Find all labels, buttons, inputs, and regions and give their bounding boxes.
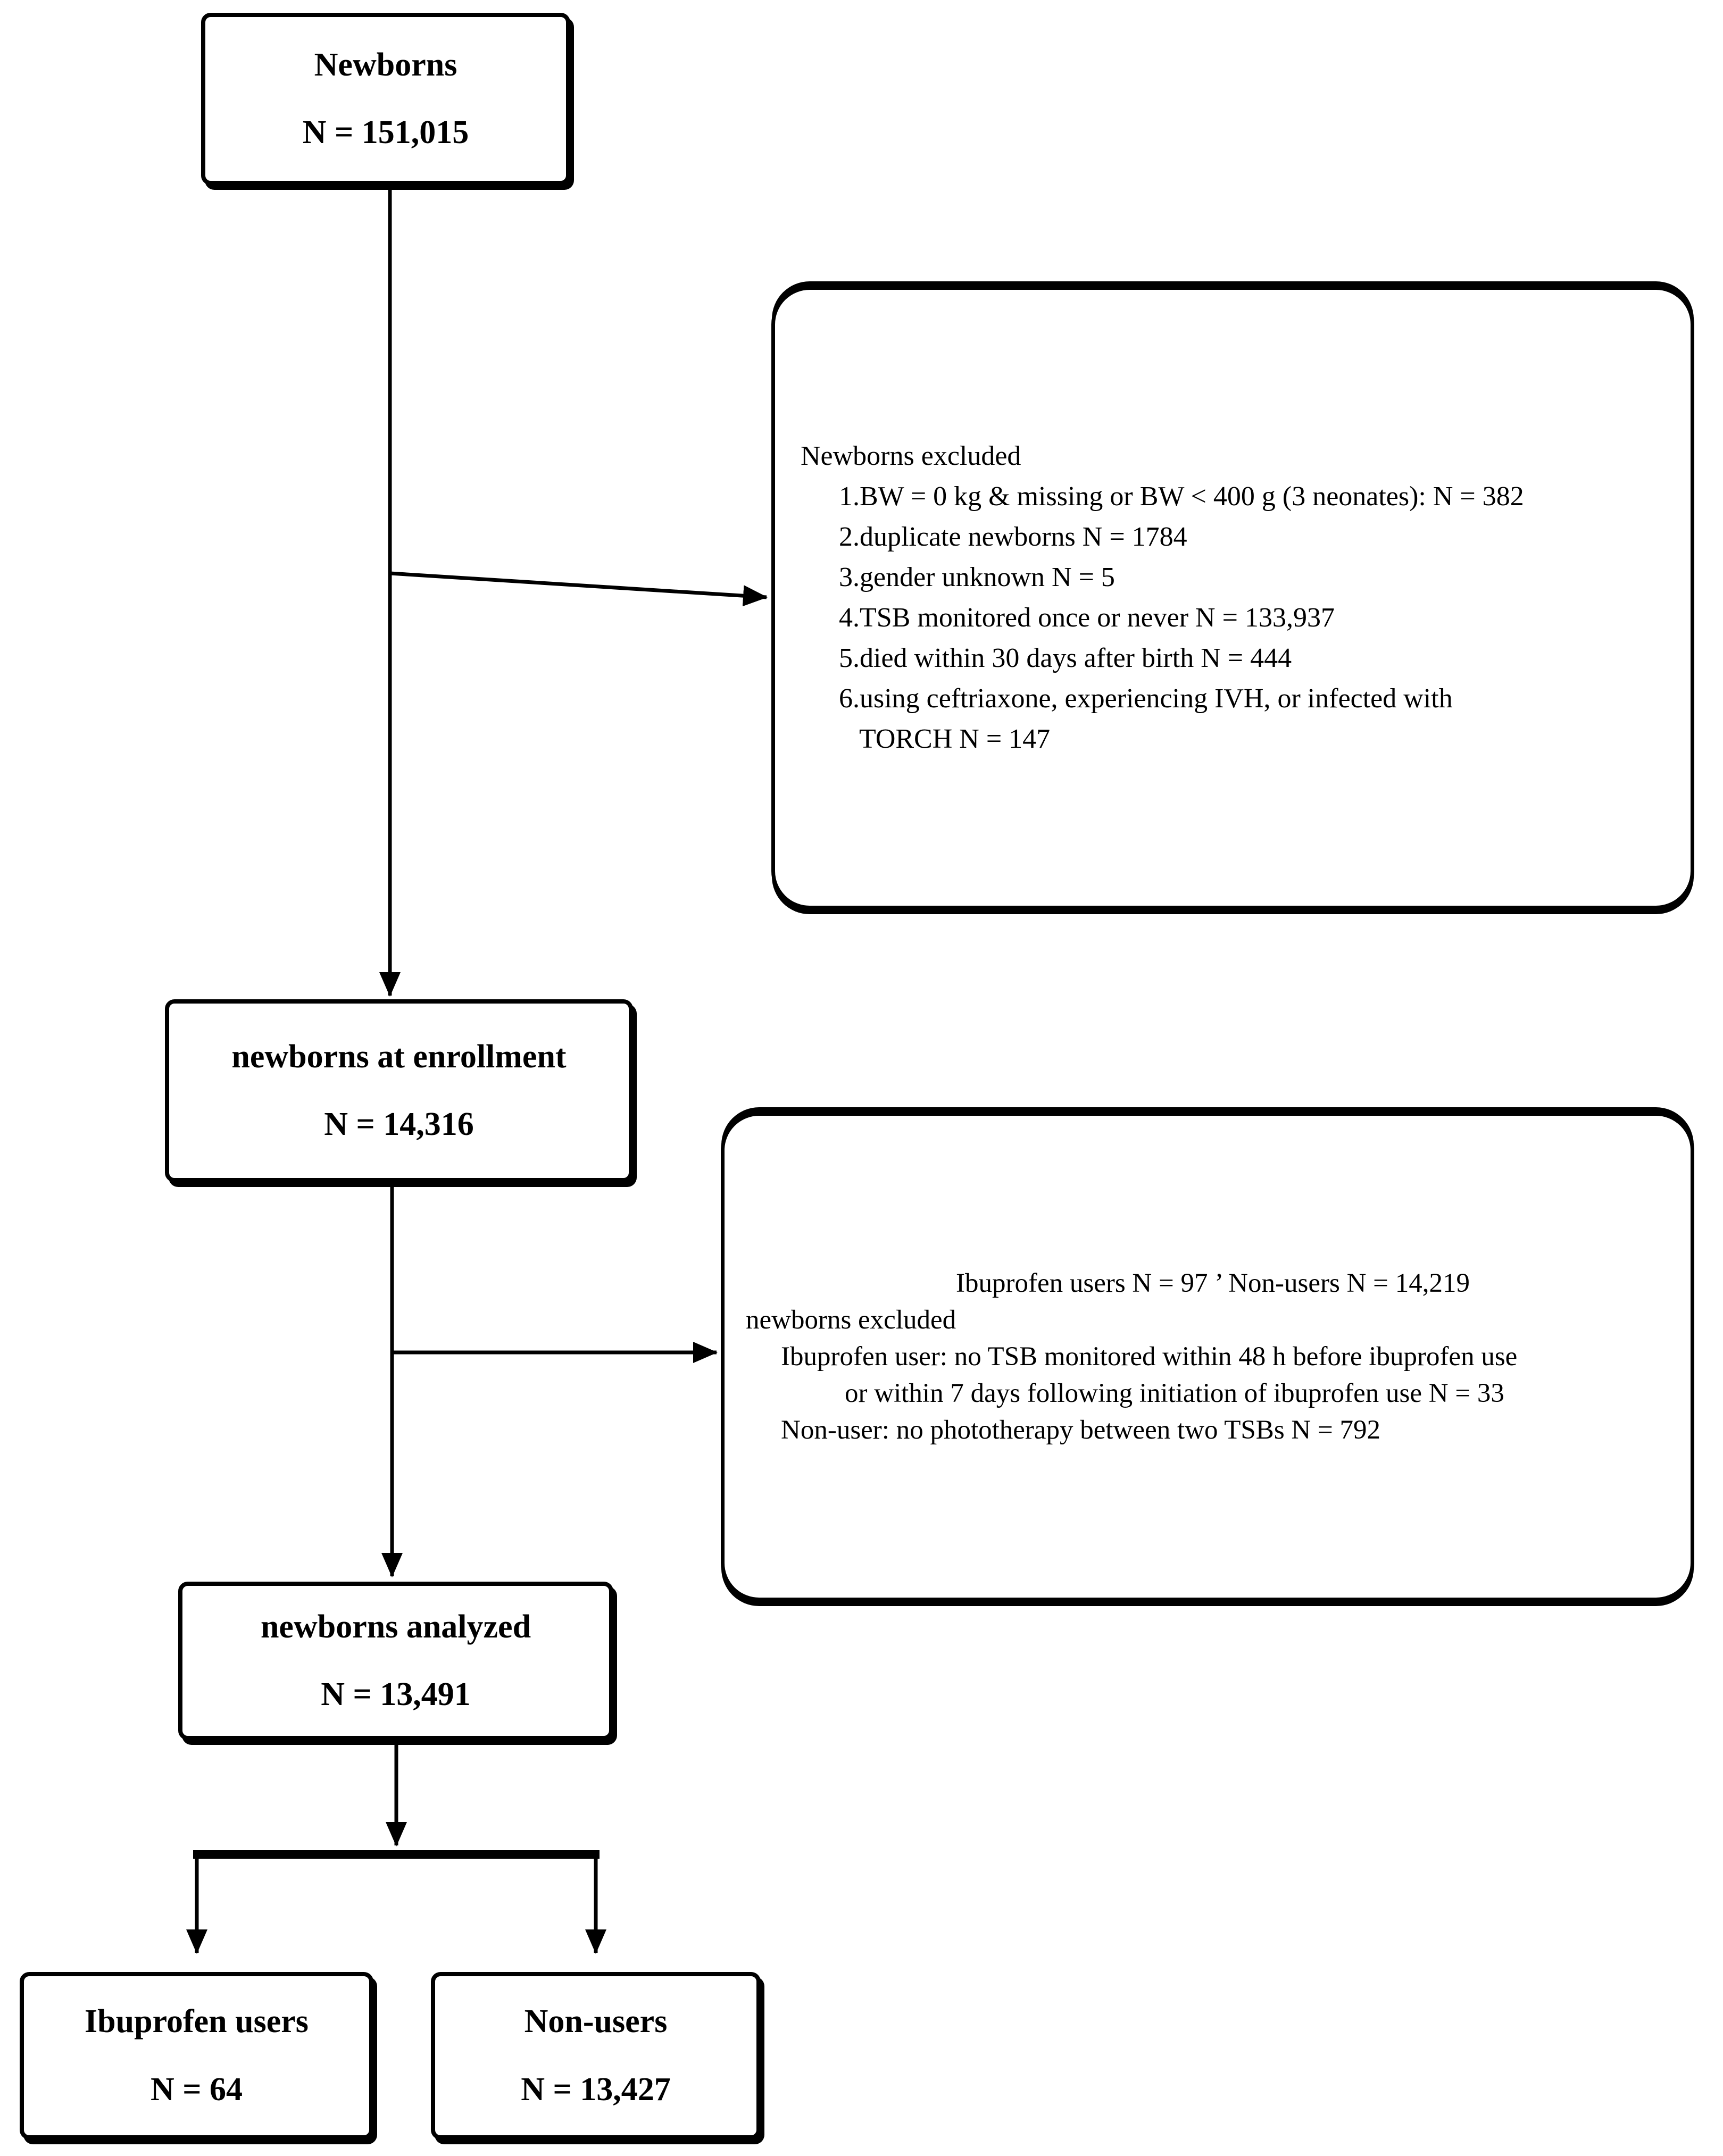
ibuprofen-users-count: N = 64 bbox=[150, 2071, 243, 2108]
exclusion1-item: 3.gender unknown N = 5 bbox=[839, 562, 1115, 592]
exclusion1-item: 2.duplicate newborns N = 1784 bbox=[839, 522, 1187, 552]
connector-to-exclusion-1 bbox=[390, 573, 767, 597]
exclusion-box-newborns bbox=[771, 286, 1694, 909]
exclusion1-title: Newborns excluded bbox=[801, 441, 1021, 471]
exclusion2-item-continuation: or within 7 days following initiation of ibuprofen use N = 33 bbox=[845, 1378, 1504, 1408]
non-users-label: Non-users bbox=[524, 2003, 668, 2040]
exclusion1-item-continuation: TORCH N = 147 bbox=[859, 724, 1051, 754]
exclusion1-item: 1.BW = 0 kg & missing or BW < 400 g (3 neonates): N = 382 bbox=[839, 481, 1524, 512]
analyzed-count: N = 13,491 bbox=[321, 1676, 471, 1712]
ibuprofen-users-label: Ibuprofen users bbox=[85, 2003, 309, 2040]
exclusion1-item: 5.died within 30 days after birth N = 444 bbox=[839, 643, 1292, 673]
node-newborns bbox=[201, 13, 570, 185]
enrollment-label: newborns at enrollment bbox=[231, 1038, 567, 1075]
newborns-count: N = 151,015 bbox=[302, 114, 469, 151]
exclusion2-item: Ibuprofen user: no TSB monitored within 48 h before ibuprofen use bbox=[781, 1341, 1518, 1372]
exclusion2-title: newborns excluded bbox=[746, 1305, 956, 1335]
node-enrollment bbox=[165, 999, 633, 1182]
node-ibuprofen-users bbox=[20, 1972, 373, 2140]
exclusion1-item: 6.using ceftriaxone, experiencing IVH, or infected with bbox=[839, 683, 1453, 714]
exclusion2-header: Ibuprofen users N = 97 ’ Non-users N = 14,219 bbox=[956, 1268, 1470, 1298]
node-analyzed bbox=[178, 1582, 613, 1740]
analyzed-label: newborns analyzed bbox=[260, 1608, 531, 1645]
exclusion-box-enrollment bbox=[721, 1112, 1694, 1601]
node-non-users bbox=[431, 1972, 761, 2140]
exclusion2-item: Non-user: no phototherapy between two TSBs N = 792 bbox=[781, 1415, 1381, 1445]
non-users-count: N = 13,427 bbox=[521, 2071, 671, 2108]
newborns-label: Newborns bbox=[314, 46, 457, 83]
enrollment-count: N = 14,316 bbox=[324, 1106, 474, 1142]
exclusion1-item: 4.TSB monitored once or never N = 133,937 bbox=[839, 603, 1335, 633]
